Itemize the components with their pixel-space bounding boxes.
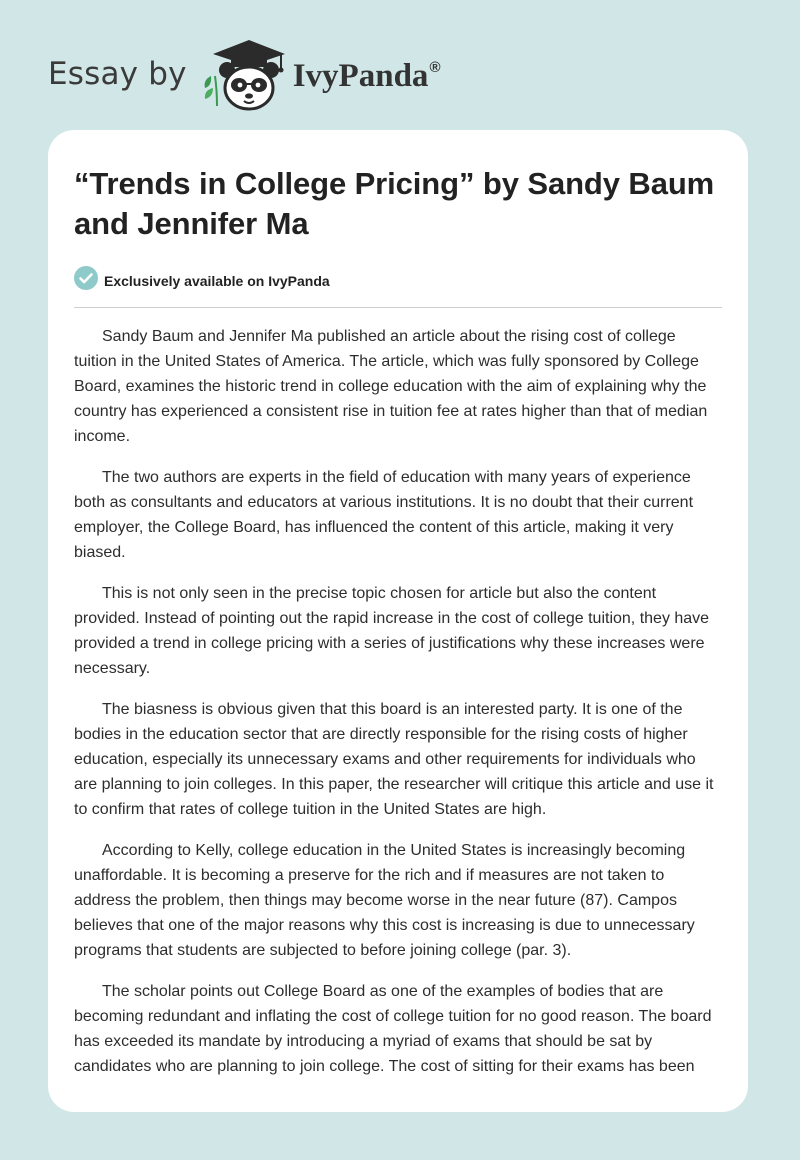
essay-card: [48, 130, 748, 1112]
paragraph: Sandy Baum and Jennifer Ma published an article about the rising cost of college tuition in the United States of America. The article, which was fully sponsored by College Board, examines the historic trend in college education with the aim of explaining why the country has experienced a consistent rise in tuition fee at rates higher than that of median income.: [74, 328, 708, 445]
brand-name: IvyPanda®: [292, 57, 441, 94]
site-header: [48, 34, 441, 114]
paragraph: This is not only seen in the precise topic chosen for article but also the content provided. Instead of pointing out the rapid increase in the cost of college tuition, they have provided a trend in college pricing with a series of justifications why these increases were necessary.: [74, 585, 710, 677]
paragraph: The biasness is obvious given that this board is an interested party. It is one of the bodies in the education sector that are directly responsible for the rising costs of higher education, especially its unnecessary exams and other requirements for individuals who are planning to join colleges. In this paper, the researcher will critique this article and use it to confirm that rates of college tuition in the United States are high.: [74, 701, 714, 818]
panda-graduate-icon: [201, 36, 287, 112]
paragraph: The two authors are experts in the field of education with many years of experience both as consultants and educators at various institutions. It is no doubt that their current employer, the College Board, has influenced the content of this article, making it very biased.: [74, 469, 694, 561]
paragraph: According to Kelly, college education in the United States is increasingly becoming unaffordable. It is becoming a preserve for the rich and if measures are not taken to address the problem, then things may become worse in the near future (87). Campos believes that one of the major reasons why this cost is increasing is due to unnecessary programs that students are subjected to before joining college (par. 3).: [74, 842, 695, 959]
essay-body: [74, 324, 722, 1079]
exclusive-badge: [74, 266, 722, 295]
exclusive-badge-label: Exclusively available on IvyPanda: [104, 272, 330, 289]
essay-by-label: Essay by: [48, 56, 187, 92]
ivypanda-logo[interactable]: [201, 36, 441, 112]
paragraph: The scholar points out College Board as one of the examples of bodies that are becoming redundant and inflating the cost of college tuition for no good reason. The board has exceeded its mandate by introducing a myriad of exams that should be sat by candidates who are planning to join college. The cost of sitting for their exams has been: [74, 983, 712, 1075]
page-title: “Trends in College Pricing” by Sandy Baum and Jennifer Ma: [74, 166, 715, 241]
divider: [74, 307, 722, 308]
registered-mark: ®: [429, 58, 441, 76]
check-circle-icon: [74, 266, 98, 295]
